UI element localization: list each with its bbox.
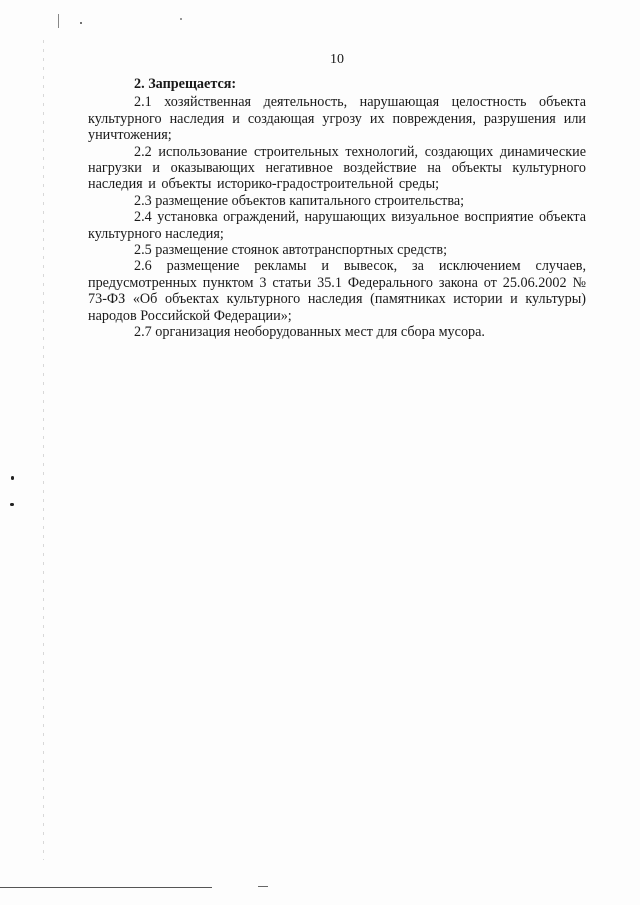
scan-edge (0, 887, 212, 888)
document-body (88, 76, 586, 341)
section-heading: 2. Запрещается: (134, 76, 237, 92)
page-number: 10 (330, 52, 344, 67)
scan-artifact (58, 14, 59, 28)
list-item-2-4: 2.4 установка ограждений, нарушающих визуальное восприятие объекта культурного наследия; (88, 209, 586, 242)
list-item-2-1: 2.1 хозяйственная деятельность, нарушающая целостность объекта культурного наследия и создающая угрозу их повреждения, разрушения или уничтожения; (88, 94, 586, 144)
scan-artifact (10, 503, 14, 506)
list-item-2-3: 2.3 размещение объектов капитального строительства; (134, 192, 465, 209)
list-item-2-2: 2.2 использование строительных технологий, создающих динамические нагрузки и оказывающих негативное воздействие на объекты культурного наследия и объекты историко-градостроительной среды; (88, 143, 586, 193)
list-item-2-5: 2.5 размещение стоянок автотранспортных средств; (134, 242, 448, 259)
scan-artifact (258, 886, 268, 887)
scan-edge (43, 40, 44, 860)
scan-artifact (180, 18, 182, 20)
scan-artifact (80, 22, 82, 24)
list-item-2-6: 2.6 размещение рекламы и вывесок, за исключением случаев, предусмотренных пунктом 3 статьи 35.1 Федерального закона от 25.06.2002 № 73-ФЗ «Об объектах культурного наследия (памятниках истории и культуры) народов Российской Федерации»; (88, 258, 586, 324)
scan-artifact (11, 476, 14, 480)
list-item-2-7: 2.7 организация необорудованных мест для сбора мусора. (134, 324, 485, 341)
